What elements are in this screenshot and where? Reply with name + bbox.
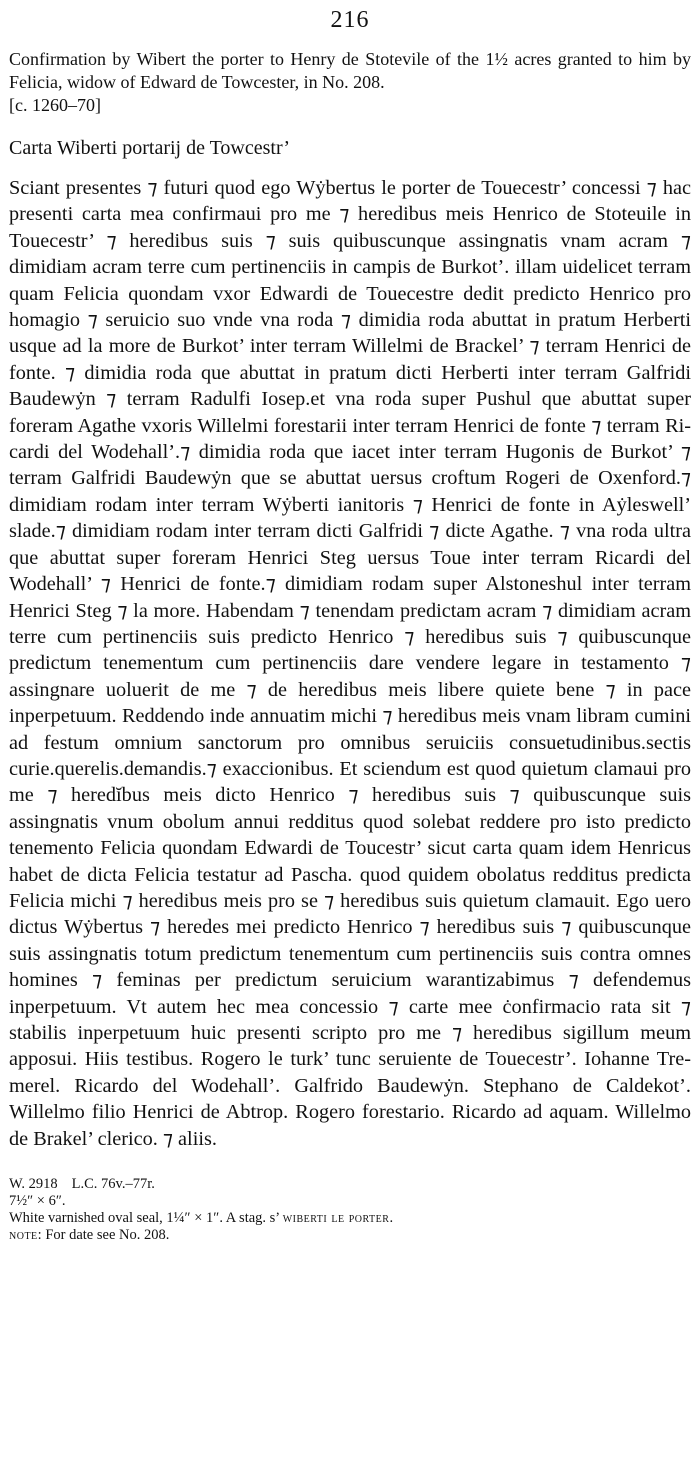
seal-description	[9, 1210, 691, 1227]
charter-text: Sciant presentes ⁊ futuri quod ego Wẏbertus le porter de Touecestr’ concessi ⁊ hac presenti carta mea confirmaui pro me ⁊ heredibus meis Henrico de Stoteuile in Touecestr’ ⁊ heredibus suis ⁊ suis quibuscunque assingnatis vnam acram ⁊ dimidiam acram terre cum pertinenciis in campis de Burkot’. illam uidelicet terram quam Felicia quondam vxor Edwardi de Touecestre dedit predicto Henrico pro homagio ⁊ seruicio suo vnde vna roda ⁊ dimidia roda abuttat in pratum Herberti usque ad la more de Burkot’ inter terram Willelmi de Brackel’ ⁊ terram Henrici de fonte. ⁊ dimidia roda que abuttat in pratum dicti Herberti inter terram Galfridi Baudewẏn ⁊ terram Radulfi Iosep.et vna roda super Pushul que abuttat super foreram Agathe vxoris Willelmi forestarii inter terram Henrici de fonte ⁊ terram Ricardi del Wodehall’.⁊ dimidia roda que iacet inter terram Hugonis de Burkot’ ⁊ terram Galfridi Baudewẏn que se abuttat uersus croftum Rogeri de Oxenford.⁊ dimidiam rodam inter terram Wẏberti ianitoris ⁊ Henrici de fonte in Aẏleswell’ slade.⁊ dimidiam rodam inter terram dicti Galfridi ⁊ dicte Agathe. ⁊ vna roda ultra que abuttat super foreram Henrici Steg uersus Toue inter terram Ricardi del Wodehall’ ⁊ Henrici de fonte.⁊ dimidiam rodam super Alstoneshul inter terram Henrici Steg ⁊ la more. Habendam ⁊ tenendam predictam acram ⁊ dimidiam acram terre cum pertinenciis suis predicto Henrico ⁊ heredibus suis ⁊ quibuscunque predictum tenementum cum pertinenciis dare vendere legare in testamento ⁊ assingnare uoluerit de me ⁊ de heredibus meis libere quiete bene ⁊ in pace inperpetuum. Reddendo inde annuatim michi ⁊ heredibus meis vnam libram cumini ad festum omnium sanctorum pro omnibus seruiciis consuetudinibus.sectis curie.querelis.demandis.⁊ exaccionibus. Et sciendum est quod quietum clamaui pro me ⁊ heredĭbus meis dicto Henrico ⁊ heredibus suis ⁊ quibuscunque suis assingnatis vnum obolum annui redditus quod solebat reddere pro isto predicto tenemento Felicia quondam Edwardi de Toucestr’ sicut carta quam idem Henricus habet de dicta Felicia testatur ad Pascha. quod quidem obolatus redditus predicta Felicia michi ⁊ heredibus meis pro se ⁊ heredibus suis quietum clamauit. Ego uero dictus Wẏbertus ⁊ heredes mei predicto Henrico ⁊ heredibus suis ⁊ quibuscunque suis assingnatis totum predictum tenementum cum pertinenciis suis contra omnes homines ⁊ feminas per predictum seruicium warantizabimus ⁊ defendemus inperpetuum. Vt autem hec mea concessio ⁊ carte mee ċonfirmacio rata sit ⁊ stabilis inperpetuum huic presenti scripto pro me ⁊ heredibus sigillum meum apposui. Hiis testibus. Rogero le turk’ tunc seruiente de Touecestr’. Iohanne Tremerel. Ricardo del Wodehall’. Galfrido Baudewẏn. Stephano de Caldekot’. Willelmo filio Henrici de Abtrop. Rogero forestario. Ricardo ad aquam. Willelmo de Brakel’ clerico. ⁊ aliis.	[9, 177, 691, 1150]
note-label: note	[9, 1227, 38, 1244]
date-note	[9, 1227, 691, 1244]
reference-number: W. 2918	[9, 1176, 58, 1193]
document-summary: Confirmation by Wibert the porter to Henry de Stotevile of the 1½ acres granted to him by Felicia, widow of Edward de Towcester, in No. 208.	[9, 49, 691, 92]
seal-prefix: White varnished oval seal, 1¼″ × 1″. A stag. s’	[9, 1210, 280, 1227]
reference-folio: L.C. 76v.–77r.	[71, 1176, 155, 1193]
page-number: 216	[330, 7, 370, 33]
document-date: [c. 1260–70]	[9, 95, 101, 115]
reference-line	[9, 1176, 691, 1193]
charter-heading: Carta Wiberti portarij de Towcestr’	[9, 137, 291, 159]
dimensions-note: 7½″ × 6″.	[9, 1193, 66, 1210]
note-text: : For date see No. 208.	[37, 1227, 170, 1244]
seal-legend: wiberti le porter.	[282, 1210, 394, 1227]
archival-notes	[9, 1176, 691, 1244]
